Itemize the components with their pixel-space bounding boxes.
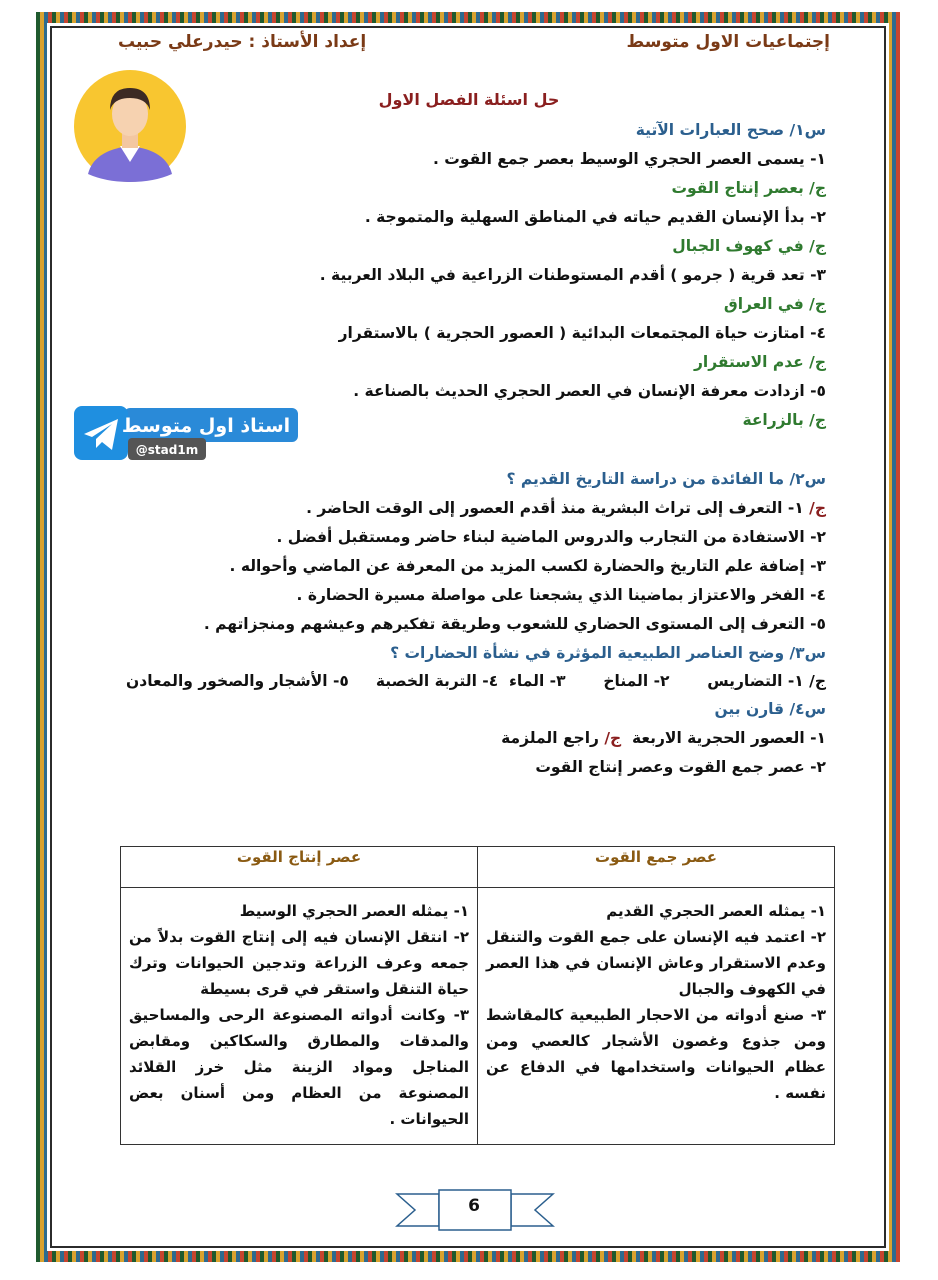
q2-label: س٢/ ما الفائدة من دراسة التاريخ القديم ؟ <box>506 470 826 488</box>
telegram-badge[interactable] <box>72 404 300 462</box>
table-header-production: عصر إنتاج القوت <box>121 847 478 888</box>
q1-item-5: ٥- ازدادت معرفة الإنسان في العصر الحجري الحديث بالصناعة . <box>353 382 826 400</box>
telegram-name: استاذ اول متوسط <box>121 415 291 437</box>
q1-answer-2: ج/ في كهوف الجبال <box>672 237 826 255</box>
table-cell-production: ١- يمثله العصر الحجري الوسيط ٢- انتقل الإنسان فيه إلى إنتاج القوت بدلاً من جمعه وعرف الزراعة وتدجين الحيوانات وترك حياة التنقل واستقر في قرى بسيطة ٣- وكانت أدواته المصنوعة الرحى والمساحيق والمدقات والمطارق والسكاكين ومقابض المناجل ومواد الزينة مثل خرز القلائد المصنوعة من العظام ومن أسنان بعض الحيوانات . <box>121 888 478 1145</box>
q2-item-1: ج/ ١- التعرف إلى تراث البشرية منذ أقدم العصور إلى الوقت الحاضر . <box>306 499 826 517</box>
q1-answer-5: ج/ بالزراعة <box>742 411 826 429</box>
q4-answer-prefix: ج/ <box>604 729 622 747</box>
author-header: إعداد الأستاذ : حيدرعلي حبيب <box>118 32 367 52</box>
q4-item-1: ١- العصور الحجرية الاربعة ج/ راجع الملزمة <box>501 729 826 747</box>
table-cell-gathering: ١- يمثله العصر الحجري القديم ٢- اعتمد فيه الإنسان على جمع القوت والتنقل وعدم الاستقرار وعاش الإنسان في هذا العصر في الكهوف والجبال ٣- صنع أدواته من الاحجار الطبيعية كالمقاشط ومن جذوع وغصون الأشجار كالعصي ومن عظام الحيوانات واستخدامها في الدفاع عن نفسه . <box>478 888 835 1145</box>
subject-header: إجتماعيات الاول متوسط <box>626 32 830 52</box>
q1-answer-1: ج/ بعصر إنتاج القوت <box>671 179 826 197</box>
page-title: حل اسئلة الفصل الاول <box>378 90 560 109</box>
q1-answer-3: ج/ في العراق <box>723 295 826 313</box>
q1-item-2: ٢- بدأ الإنسان القديم حياته في المناطق السهلية والمتموجة . <box>364 208 826 226</box>
q2-item-5: ٥- التعرف إلى المستوى الحضاري للشعوب وطريقة تفكيرهم وعيشهم ومنجزاتهم . <box>203 615 826 633</box>
q3-label: س٣/ وضح العناصر الطبيعية المؤثرة في نشأة الحضارات ؟ <box>390 644 826 662</box>
telegram-handle: @stad1m <box>135 443 199 457</box>
q1-item-1: ١- يسمى العصر الحجري الوسيط بعصر جمع القوت . <box>433 150 826 168</box>
q4-item-2: ٢- عصر جمع القوت وعصر إنتاج القوت <box>535 758 826 776</box>
q2-item-3: ٣- إضافة علم التاريخ والحضارة لكسب المزيد من المعرفة عن الماضي وأحواله . <box>229 557 826 575</box>
q2-item-2: ٢- الاستفادة من التجارب والدروس الماضية لبناء حاضر ومستقبل أفضل . <box>276 528 826 546</box>
q4-label: س٤/ قارن بين <box>714 700 826 718</box>
q1-label: س١/ صحح العبارات الآتية <box>635 121 826 139</box>
q2-item-4: ٤- الفخر والاعتزاز بماضينا الذي يشجعنا على مواصلة مسيرة الحضارة . <box>296 586 826 604</box>
q1-answer-4: ج/ عدم الاستقرار <box>694 353 826 371</box>
comparison-table <box>120 846 835 1145</box>
q2-answer-prefix: ج/ <box>809 499 826 517</box>
q1-item-4: ٤- امتازت حياة المجتمعات البدائية ( العصور الحجرية ) بالاستقرار <box>338 324 826 342</box>
q3-answer: ج/ ١- التضاريس ٢- المناخ ٣- الماء ٤- التربة الخصبة ٥- الأشجار والصخور والمعادن <box>126 672 826 690</box>
q1-item-3: ٣- تعد قرية ( جرمو ) أقدم المستوطنات الزراعية في البلاد العربية . <box>319 266 826 284</box>
table-header-gathering: عصر جمع القوت <box>478 847 835 888</box>
page-number: 6 <box>468 1196 480 1216</box>
